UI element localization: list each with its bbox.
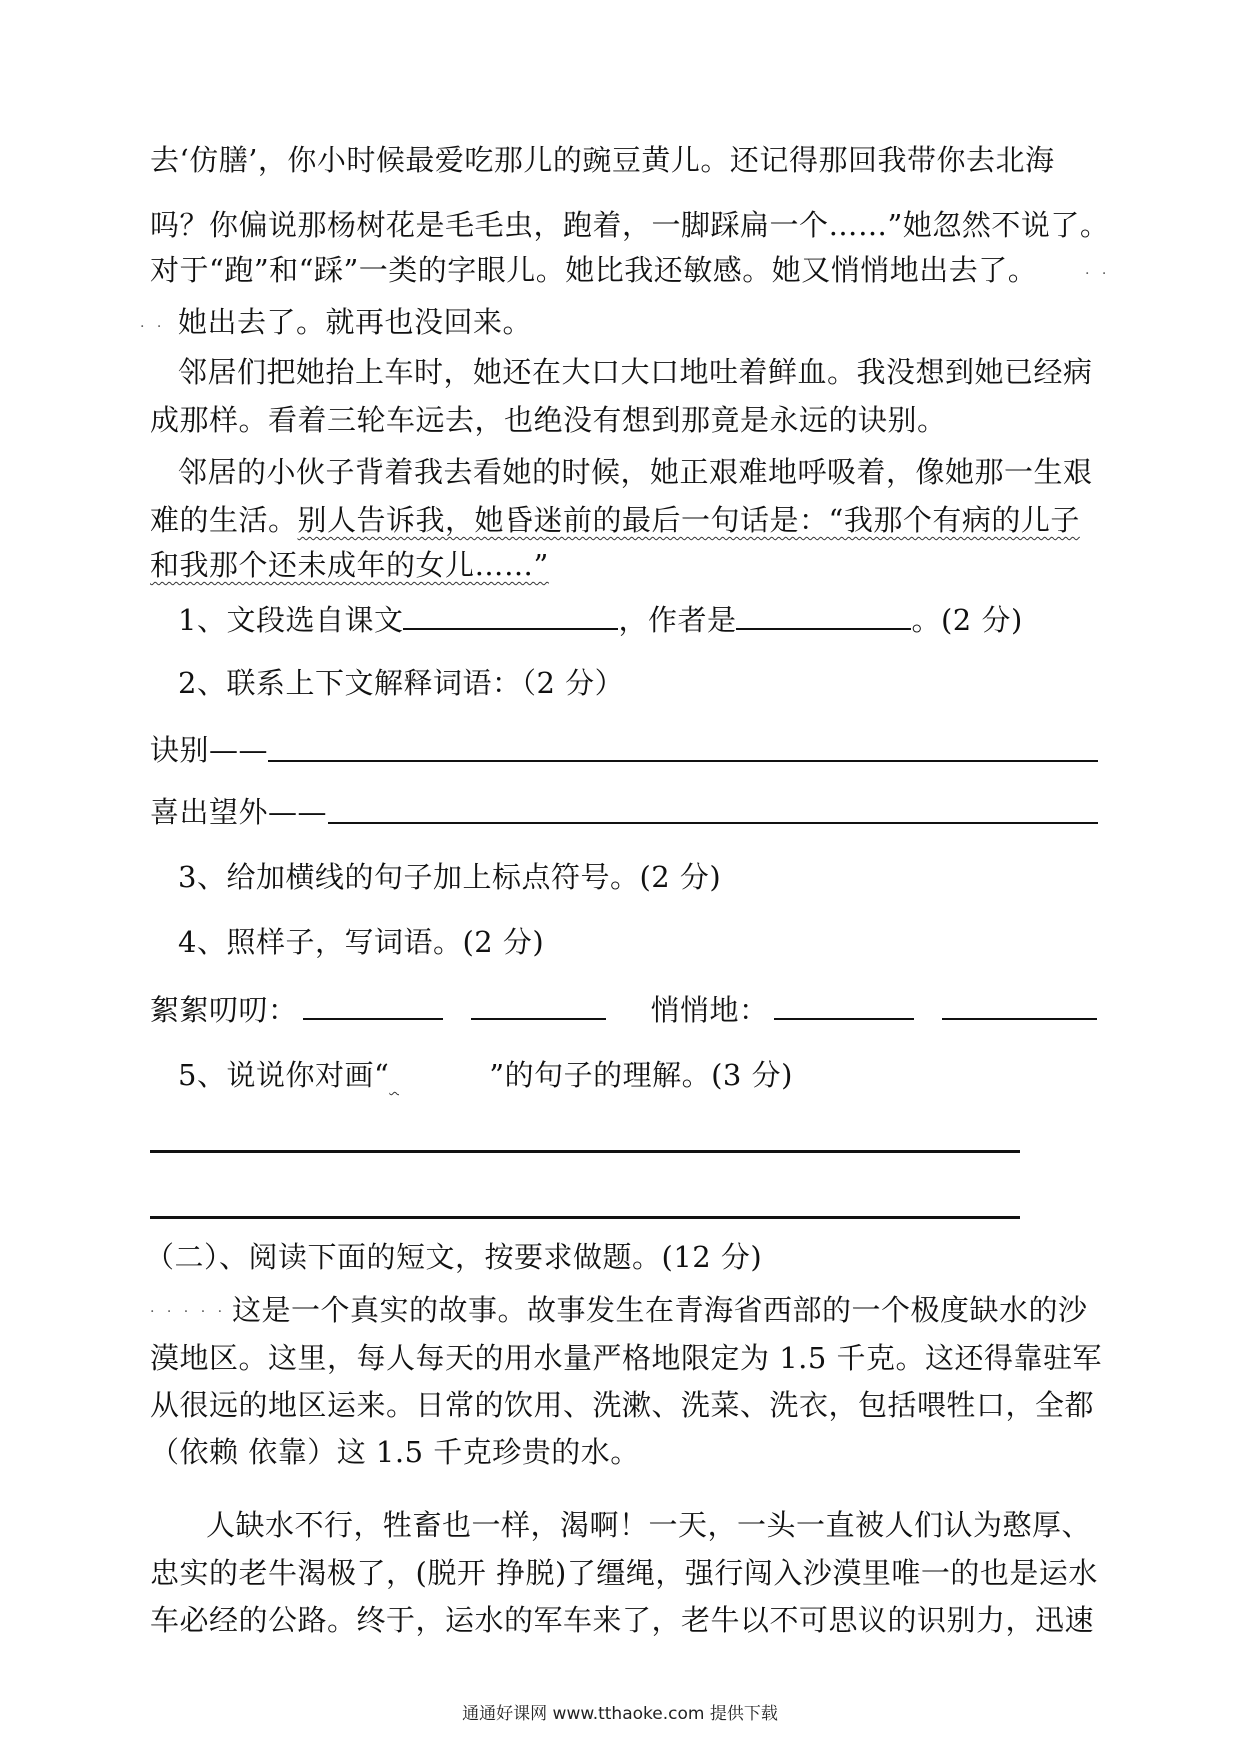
passage-line: 对于“跑”和“踩”一类的字眼儿。她比我还敏感。她又悄悄地出去了。 — [150, 253, 1038, 287]
answer-blank-word-d[interactable] — [942, 992, 1097, 1020]
scan-dots: . . — [140, 315, 166, 331]
passage-line: 邻居们把她抬上车时，她还在大口大口地吐着鲜血。我没想到她已经病 — [178, 355, 1093, 389]
wavy-line-sample — [389, 1055, 489, 1095]
answer-blank-author[interactable] — [736, 602, 911, 630]
section-2-line: 漠地区。这里，每人每天的用水量严格地限定为 1.5 千克。这还得靠驻军 — [150, 1341, 1103, 1375]
question-4: 4、照样子，写词语。(2 分) — [178, 925, 545, 959]
question-text: 1、文段选自课文 — [178, 603, 404, 637]
example-word-2: 悄悄地： — [650, 993, 769, 1027]
passage-line: 她出去了。就再也没回来。 — [178, 305, 533, 339]
page-footer: 通通好课网 www.tthaoke.com 提供下载 — [462, 1704, 778, 1724]
question-2: 2、联系上下文解释词语：（2 分） — [178, 666, 625, 700]
scan-dots: . . — [1085, 262, 1111, 278]
answer-line-q5-2[interactable] — [150, 1216, 1020, 1219]
vocab-label-1: 诀别—— — [150, 733, 269, 767]
section-2-line: 从很远的地区运来。日常的饮用、洗漱、洗菜、洗衣，包括喂牲口，全都 — [150, 1388, 1095, 1422]
wavy-underlined-sentence: 别人告诉我，她昏迷前的最后一句话是：“我那个有病的儿子 — [297, 503, 1080, 537]
answer-line-q5-1[interactable] — [150, 1150, 1020, 1153]
answer-blank-word-b[interactable] — [471, 992, 606, 1020]
example-word-1: 絮絮叨叨： — [150, 993, 298, 1027]
section-2-line: 忠实的老牛渴极了，(脱开 挣脱)了缰绳，强行闯入沙漠里唯一的也是运水 — [150, 1556, 1098, 1590]
scan-dots: . . . . . . — [150, 1300, 243, 1316]
answer-line-word2[interactable] — [328, 822, 1098, 824]
passage-line — [150, 545, 549, 585]
question-3: 3、给加横线的句子加上标点符号。(2 分) — [178, 860, 722, 894]
question-1 — [178, 600, 1023, 640]
passage-line: 邻居的小伙子背着我去看她的时候，她正艰难地呼吸着，像她那一生艰 — [178, 455, 1093, 489]
question-4-example-row — [150, 990, 1097, 1030]
section-2-line: 这是一个真实的故事。故事发生在青海省西部的一个极度缺水的沙 — [232, 1293, 1088, 1327]
answer-blank-word-c[interactable] — [774, 992, 914, 1020]
wavy-underlined-sentence: 和我那个还未成年的女儿……” — [150, 548, 549, 582]
question-text: ，作者是 — [618, 603, 737, 637]
answer-blank-lesson[interactable] — [403, 602, 618, 630]
section-2-heading: （二）、阅读下面的短文，按要求做题。(12 分) — [145, 1240, 763, 1274]
section-2-line: 车必经的公路。终于，运水的军车来了，老牛以不可思议的识别力，迅速 — [150, 1603, 1095, 1637]
question-text: ”的句子的理解。(3 分) — [489, 1058, 793, 1092]
question-score: 。(2 分) — [911, 603, 1023, 637]
question-5 — [178, 1055, 793, 1095]
answer-blank-word-a[interactable] — [303, 992, 443, 1020]
section-2-line: 人缺水不行，牲畜也一样，渴啊！一天，一头一直被人们认为憨厚、 — [206, 1508, 1092, 1542]
passage-line: 成那样。看着三轮车远去，也绝没有想到那竟是永远的诀别。 — [150, 403, 947, 437]
passage-text: 难的生活。 — [150, 503, 298, 537]
section-2-line: （依赖 依靠）这 1.5 千克珍贵的水。 — [150, 1435, 640, 1469]
passage-line: 吗？你偏说那杨树花是毛毛虫，跑着，一脚踩扁一个……”她忽然不说了。 — [150, 208, 1110, 242]
passage-line-with-wavy — [150, 500, 1080, 540]
vocab-label-2: 喜出望外—— — [150, 795, 328, 829]
question-text: 5、说说你对画“ — [178, 1058, 390, 1092]
answer-line-word1[interactable] — [268, 760, 1098, 762]
passage-line: 去‘仿膳’，你小时候最爱吃那儿的豌豆黄儿。还记得那回我带你去北海 — [150, 143, 1055, 177]
